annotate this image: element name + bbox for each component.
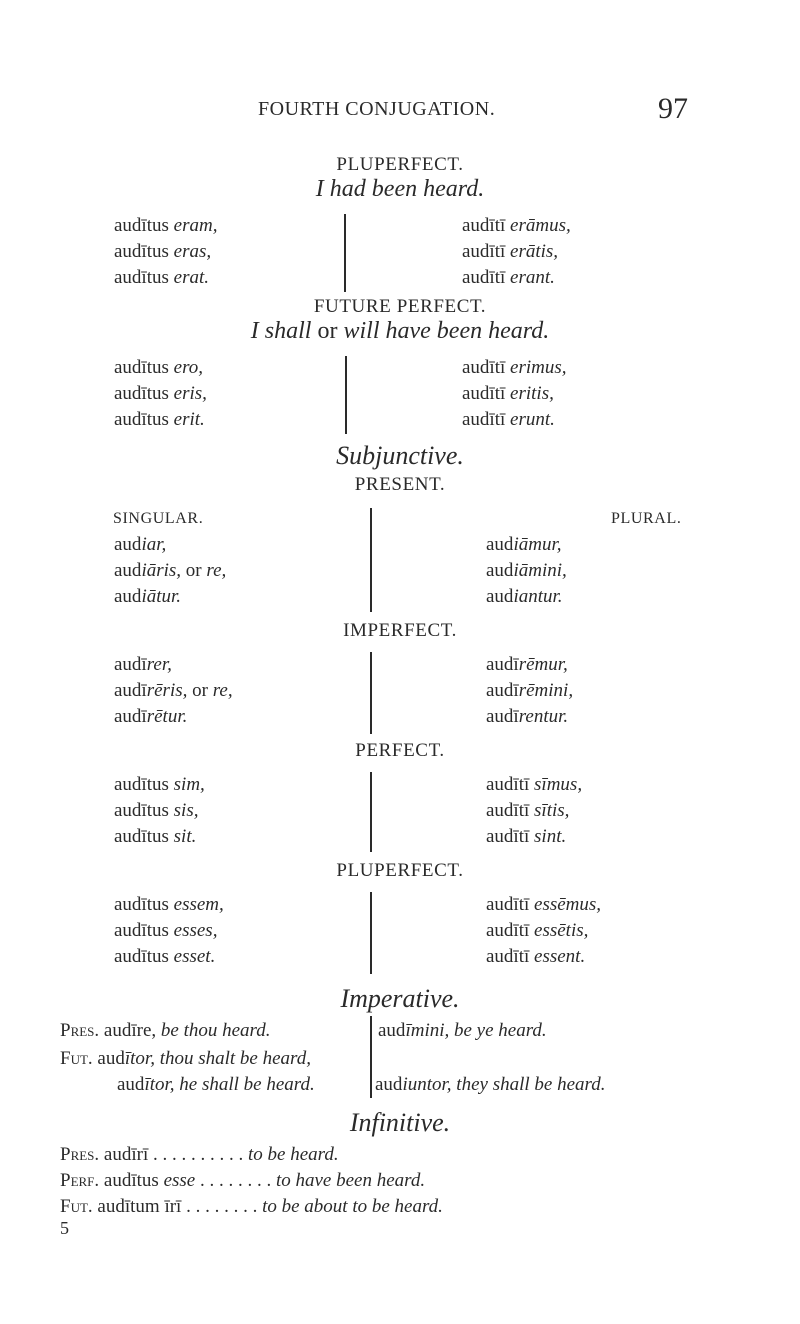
pluperfect-translation: I had been heard. <box>315 176 485 202</box>
column-divider <box>370 892 372 974</box>
infinitive-present: Pres. audīrī . . . . . . . . . . to be heard. <box>60 1144 339 1165</box>
subj-perfect-plur-2: audītī sītis, <box>486 800 570 821</box>
subj-present-sing-1: audiar, <box>114 534 167 555</box>
subj-perfect-heading: PERFECT. <box>355 740 445 761</box>
subj-pluperfect-plur-2: audītī essētis, <box>486 920 589 941</box>
column-divider <box>345 356 347 434</box>
future-perfect-sing-2: audītus eris, <box>114 383 207 404</box>
subj-perfect-plur-1: audītī sīmus, <box>486 774 583 795</box>
running-head-title: FOURTH CONJUGATION. <box>258 98 496 120</box>
imperative-fut-plural: audiuntor, they shall be heard. <box>375 1074 606 1095</box>
subj-present-sing-3: audiātur. <box>114 586 182 607</box>
column-divider <box>370 508 372 612</box>
subj-perfect-sing-2: audītus sis, <box>114 800 199 821</box>
future-perfect-sing-1: audītus ero, <box>114 357 204 378</box>
subj-imperfect-plur-1: audīrēmur, <box>486 654 568 675</box>
pluperfect-sing-2: audītus eras, <box>114 241 212 262</box>
plural-label: PLURAL. <box>611 510 682 527</box>
subj-perfect-sing-1: audītus sim, <box>114 774 205 795</box>
page-number: 97 <box>658 92 688 125</box>
imperative-pres-singular: Pres. audīre, be thou heard. <box>60 1020 271 1041</box>
future-perfect-plur-1: audītī erimus, <box>462 357 567 378</box>
pluperfect-plur-3: audītī erant. <box>462 267 555 288</box>
column-divider <box>370 772 372 852</box>
subj-present-sing-2: audiāris, or re, <box>114 560 227 581</box>
column-divider <box>344 214 346 292</box>
pluperfect-sing-1: audītus eram, <box>114 215 218 236</box>
infinitive-future: Fut. audītum īrī . . . . . . . . to be about to be heard. <box>60 1196 443 1217</box>
future-perfect-plur-2: audītī eritis, <box>462 383 554 404</box>
subj-perfect-sing-3: audītus sit. <box>114 826 197 847</box>
subj-pluperfect-sing-2: audītus esses, <box>114 920 218 941</box>
subj-pluperfect-heading: PLUPERFECT. <box>336 860 464 881</box>
subj-imperfect-sing-2: audīrēris, or re, <box>114 680 233 701</box>
subj-present-heading: PRESENT. <box>354 474 446 495</box>
subj-pluperfect-plur-1: audītī essēmus, <box>486 894 602 915</box>
subj-imperfect-sing-1: audīrer, <box>114 654 172 675</box>
subj-present-plur-2: audiāmini, <box>486 560 567 581</box>
subjunctive-title: Subjunctive. <box>336 441 464 470</box>
subj-present-plur-3: audiantur. <box>486 586 563 607</box>
future-perfect-sing-3: audītus erit. <box>114 409 205 430</box>
imperative-title: Imperative. <box>340 984 460 1013</box>
running-head <box>0 92 800 128</box>
column-divider <box>370 652 372 734</box>
subj-pluperfect-sing-1: audītus essem, <box>114 894 224 915</box>
imperative-fut-singular-2: audītor, he shall be heard. <box>117 1074 315 1095</box>
subj-present-plur-1: audiāmur, <box>486 534 562 555</box>
subj-pluperfect-plur-3: audītī essent. <box>486 946 586 967</box>
future-perfect-plur-3: audītī erunt. <box>462 409 555 430</box>
pluperfect-sing-3: audītus erat. <box>114 267 209 288</box>
singular-label: SINGULAR. <box>113 510 204 527</box>
signature-mark: 5 <box>60 1218 69 1238</box>
imperative-fut-singular-1: Fut. audītor, thou shalt be heard, <box>60 1048 311 1069</box>
future-perfect-translation: I shall or will have been heard. <box>250 318 550 344</box>
subj-imperfect-plur-3: audīrentur. <box>486 706 569 727</box>
imperative-pres-plural: audīmini, be ye heard. <box>378 1020 547 1041</box>
pluperfect-plur-1: audītī erāmus, <box>462 215 571 236</box>
infinitive-perfect: Perf. audītus esse . . . . . . . . to have been heard. <box>60 1170 426 1191</box>
pluperfect-heading: PLUPERFECT. <box>336 154 464 175</box>
pluperfect-plur-2: audītī erātis, <box>462 241 559 262</box>
infinitive-title: Infinitive. <box>349 1108 451 1137</box>
future-perfect-heading: FUTURE PERFECT. <box>313 296 487 317</box>
subj-pluperfect-sing-3: audītus esset. <box>114 946 216 967</box>
column-divider <box>370 1016 372 1098</box>
subj-imperfect-plur-2: audīrēmini, <box>486 680 574 701</box>
subj-perfect-plur-3: audītī sint. <box>486 826 567 847</box>
subj-imperfect-heading: IMPERFECT. <box>343 620 457 641</box>
subj-imperfect-sing-3: audīrētur. <box>114 706 188 727</box>
